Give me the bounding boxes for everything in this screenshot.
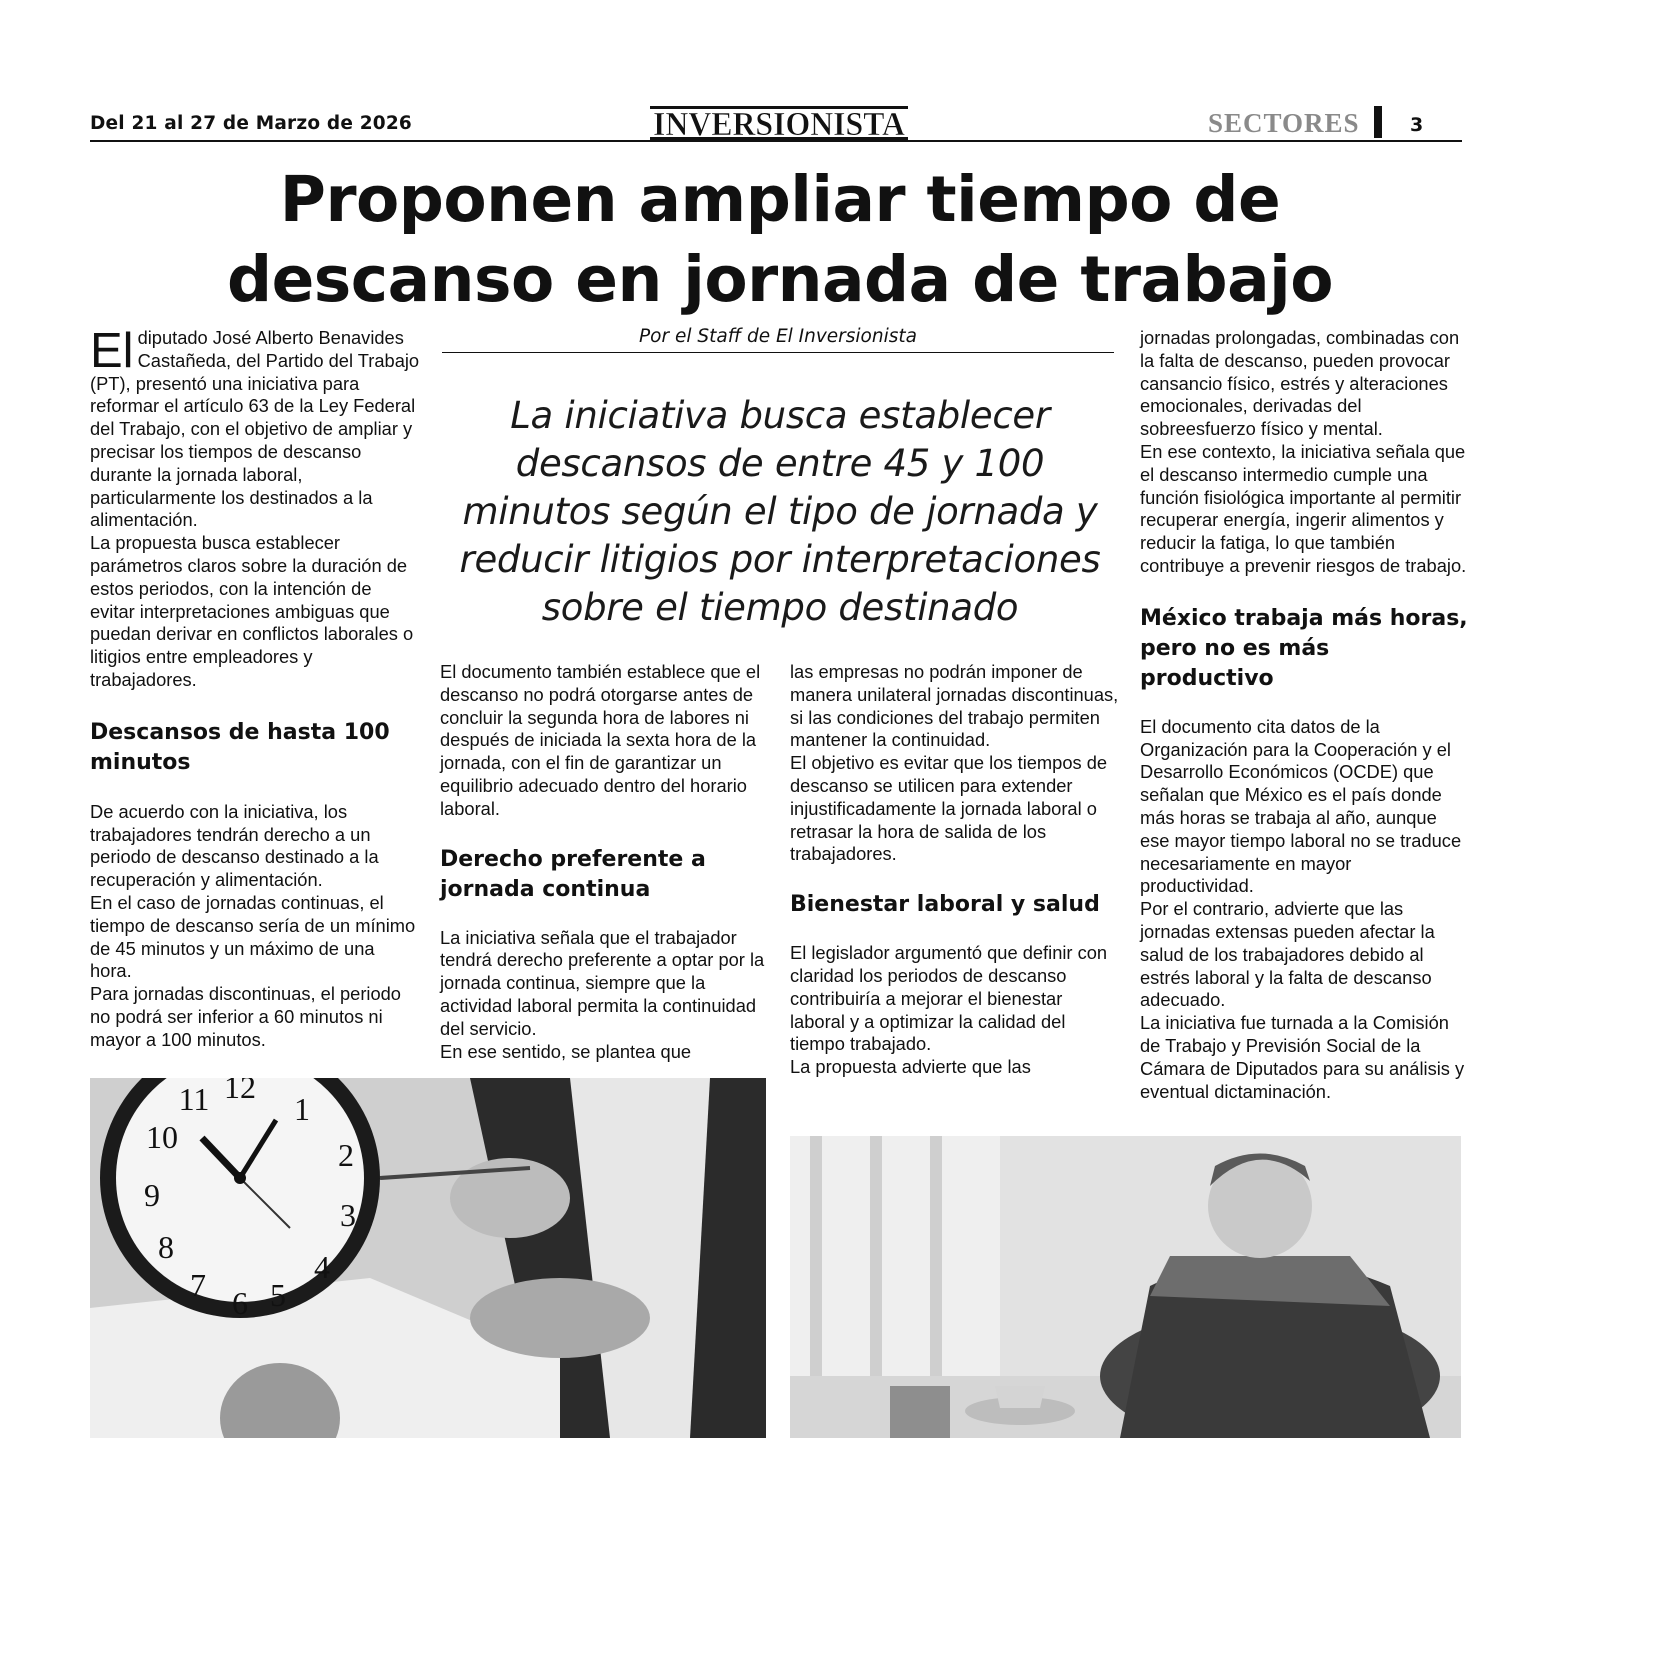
article-column-4 [1140,327,1470,1103]
headline-line-1: Proponen ampliar tiempo de [279,163,1281,236]
section-divider [1374,106,1382,138]
svg-text:3: 3 [340,1197,356,1233]
newspaper-logo [650,106,908,140]
svg-text:12: 12 [224,1078,256,1105]
paragraph: En ese contexto, la iniciativa señala que el descanso intermedio cumple una función fisiológica importante al permitir recuperar energía, ingerir alimentos y reducir la fatiga, lo que también contribuye a prevenir riesgos de trabajo. [1140,440,1467,576]
headline-line-2: descanso en jornada de trabajo [226,243,1334,316]
subheading-mexico: México trabaja más horas, pero no es más productivo [1140,605,1468,691]
issue-date: Del 21 al 27 de Marzo de 2026 [90,113,413,134]
svg-text:7: 7 [190,1267,206,1303]
byline-rule [442,352,1114,353]
svg-text:8: 8 [158,1229,174,1265]
coffee-cup-icon [995,1386,1045,1408]
paragraph: La iniciativa fue turnada a la Comisión de Trabajo y Previsión Social de la Cámara de Diputados para su análisis y eventual dictaminación. [1140,1012,1465,1102]
article-column-1 [90,324,420,1052]
page-number: 3 [1410,114,1424,136]
paragraph: La propuesta advierte que las [790,1056,1031,1078]
clock-illustration [90,1078,766,1438]
subheading-bienestar: Bienestar laboral y salud [790,892,1100,918]
headline [140,160,1420,320]
svg-text:5: 5 [270,1277,286,1313]
paragraph: El documento también establece que el descanso no podrá otorgarse antes de concluir la segunda hora de labores ni después de iniciada la sexta hora de la jornada, con el fin de garantizar un equilibrio adecuado dentro del horario laboral. [440,661,761,819]
svg-text:6: 6 [232,1285,248,1321]
header-rule [90,140,1462,142]
svg-text:10: 10 [146,1119,178,1155]
intro-paragraph [90,324,420,532]
paragraph: En el caso de jornadas continuas, el tiempo de descanso sería de un mínimo de 45 minutos y un máximo de una hora. [90,891,416,982]
paragraph: La propuesta busca establecer parámetros claros sobre la duración de estos periodos, con la intención de evitar interpretaciones ambiguas que puedan derivar en conflictos laborales o litigios entre empleadores y trabajadores. [90,532,414,690]
paragraph: En ese sentido, se plantea que [440,1040,692,1062]
svg-text:1: 1 [294,1091,310,1127]
article-column-3 [790,661,1120,1079]
photo-clock-meeting [90,1078,766,1438]
pull-quote: La iniciativa busca establecer descansos de entre 45 y 100 minutos según el tipo de jornada y reducir litigios por interpretaciones sobre el tiempo destinado [459,394,1101,629]
svg-text:9: 9 [144,1177,160,1213]
paragraph: jornadas prolongadas, combinadas con la falta de descanso, pueden provocar cansancio físico, estrés y alteraciones emocionales, derivadas del sobreesfuerzo físico y mental. [1140,327,1460,440]
paragraph: El documento cita datos de la Organización para la Cooperación y el Desarrollo Económicos (OCDE) que señalan que México es el país donde más horas se trabaja al año, aunque ese mayor tiempo laboral no se traduce necesariamente en mayor productividad. [1140,715,1462,897]
photo-relaxed-worker [790,1136,1461,1438]
paragraph: De acuerdo con la iniciativa, los trabajadores tendrán derecho a un periodo de descanso destinado a la recuperación y alimentación. [90,800,379,891]
svg-text:4: 4 [314,1249,330,1285]
svg-text:11: 11 [178,1081,210,1117]
paragraph: El legislador argumentó que definir con claridad los periodos de descanso contribuiría a mejorar el bienestar laboral y a optimizar la calidad del tiempo trabajado. [790,942,1108,1055]
drop-cap: El [90,324,134,378]
paragraph: Por el contrario, advierte que las jornadas extensas pueden afectar la salud de los trabajadores debido al estrés laboral y la falta de descanso adecuado. [1140,898,1435,1011]
worker-illustration [790,1136,1461,1438]
intro-text: diputado José Alberto Benavides Castañeda, del Partido del Trabajo (PT), presentó una iniciativa para reformar el artículo 63 de la Ley Federal del Trabajo, con el objetivo de ampliar y precisar los tiempos de descanso durante la jornada laboral, particularmente los destinados a la alimentación. [90,327,420,531]
paragraph: Para jornadas discontinuas, el periodo no podrá ser inferior a 60 minutos ni mayor a 100 minutos. [90,983,401,1050]
paragraph: las empresas no podrán imponer de manera unilateral jornadas discontinuas, si las condiciones del trabajo permiten mantener la continuidad. [790,661,1119,751]
byline: Por el Staff de El Inversionista [639,326,917,347]
subheading-derecho: Derecho preferente a jornada continua [440,846,706,902]
newspaper-logo-text: INVERSIONISTA [653,106,906,140]
paragraph: La iniciativa señala que el trabajador tendrá derecho preferente a optar por la jornada continua, siempre que la actividad laboral permita la continuidad del servicio. [440,926,765,1039]
article-column-2 [440,661,770,1063]
section-name: SECTORES [1208,108,1360,138]
svg-text:2: 2 [338,1137,354,1173]
paragraph: El objetivo es evitar que los tiempos de descanso se utilicen para extender injustificadamente la jornada laboral o retrasar la hora de salida de los trabajadores. [790,752,1108,865]
subheading-descansos: Descansos de hasta 100 minutos [90,719,390,775]
